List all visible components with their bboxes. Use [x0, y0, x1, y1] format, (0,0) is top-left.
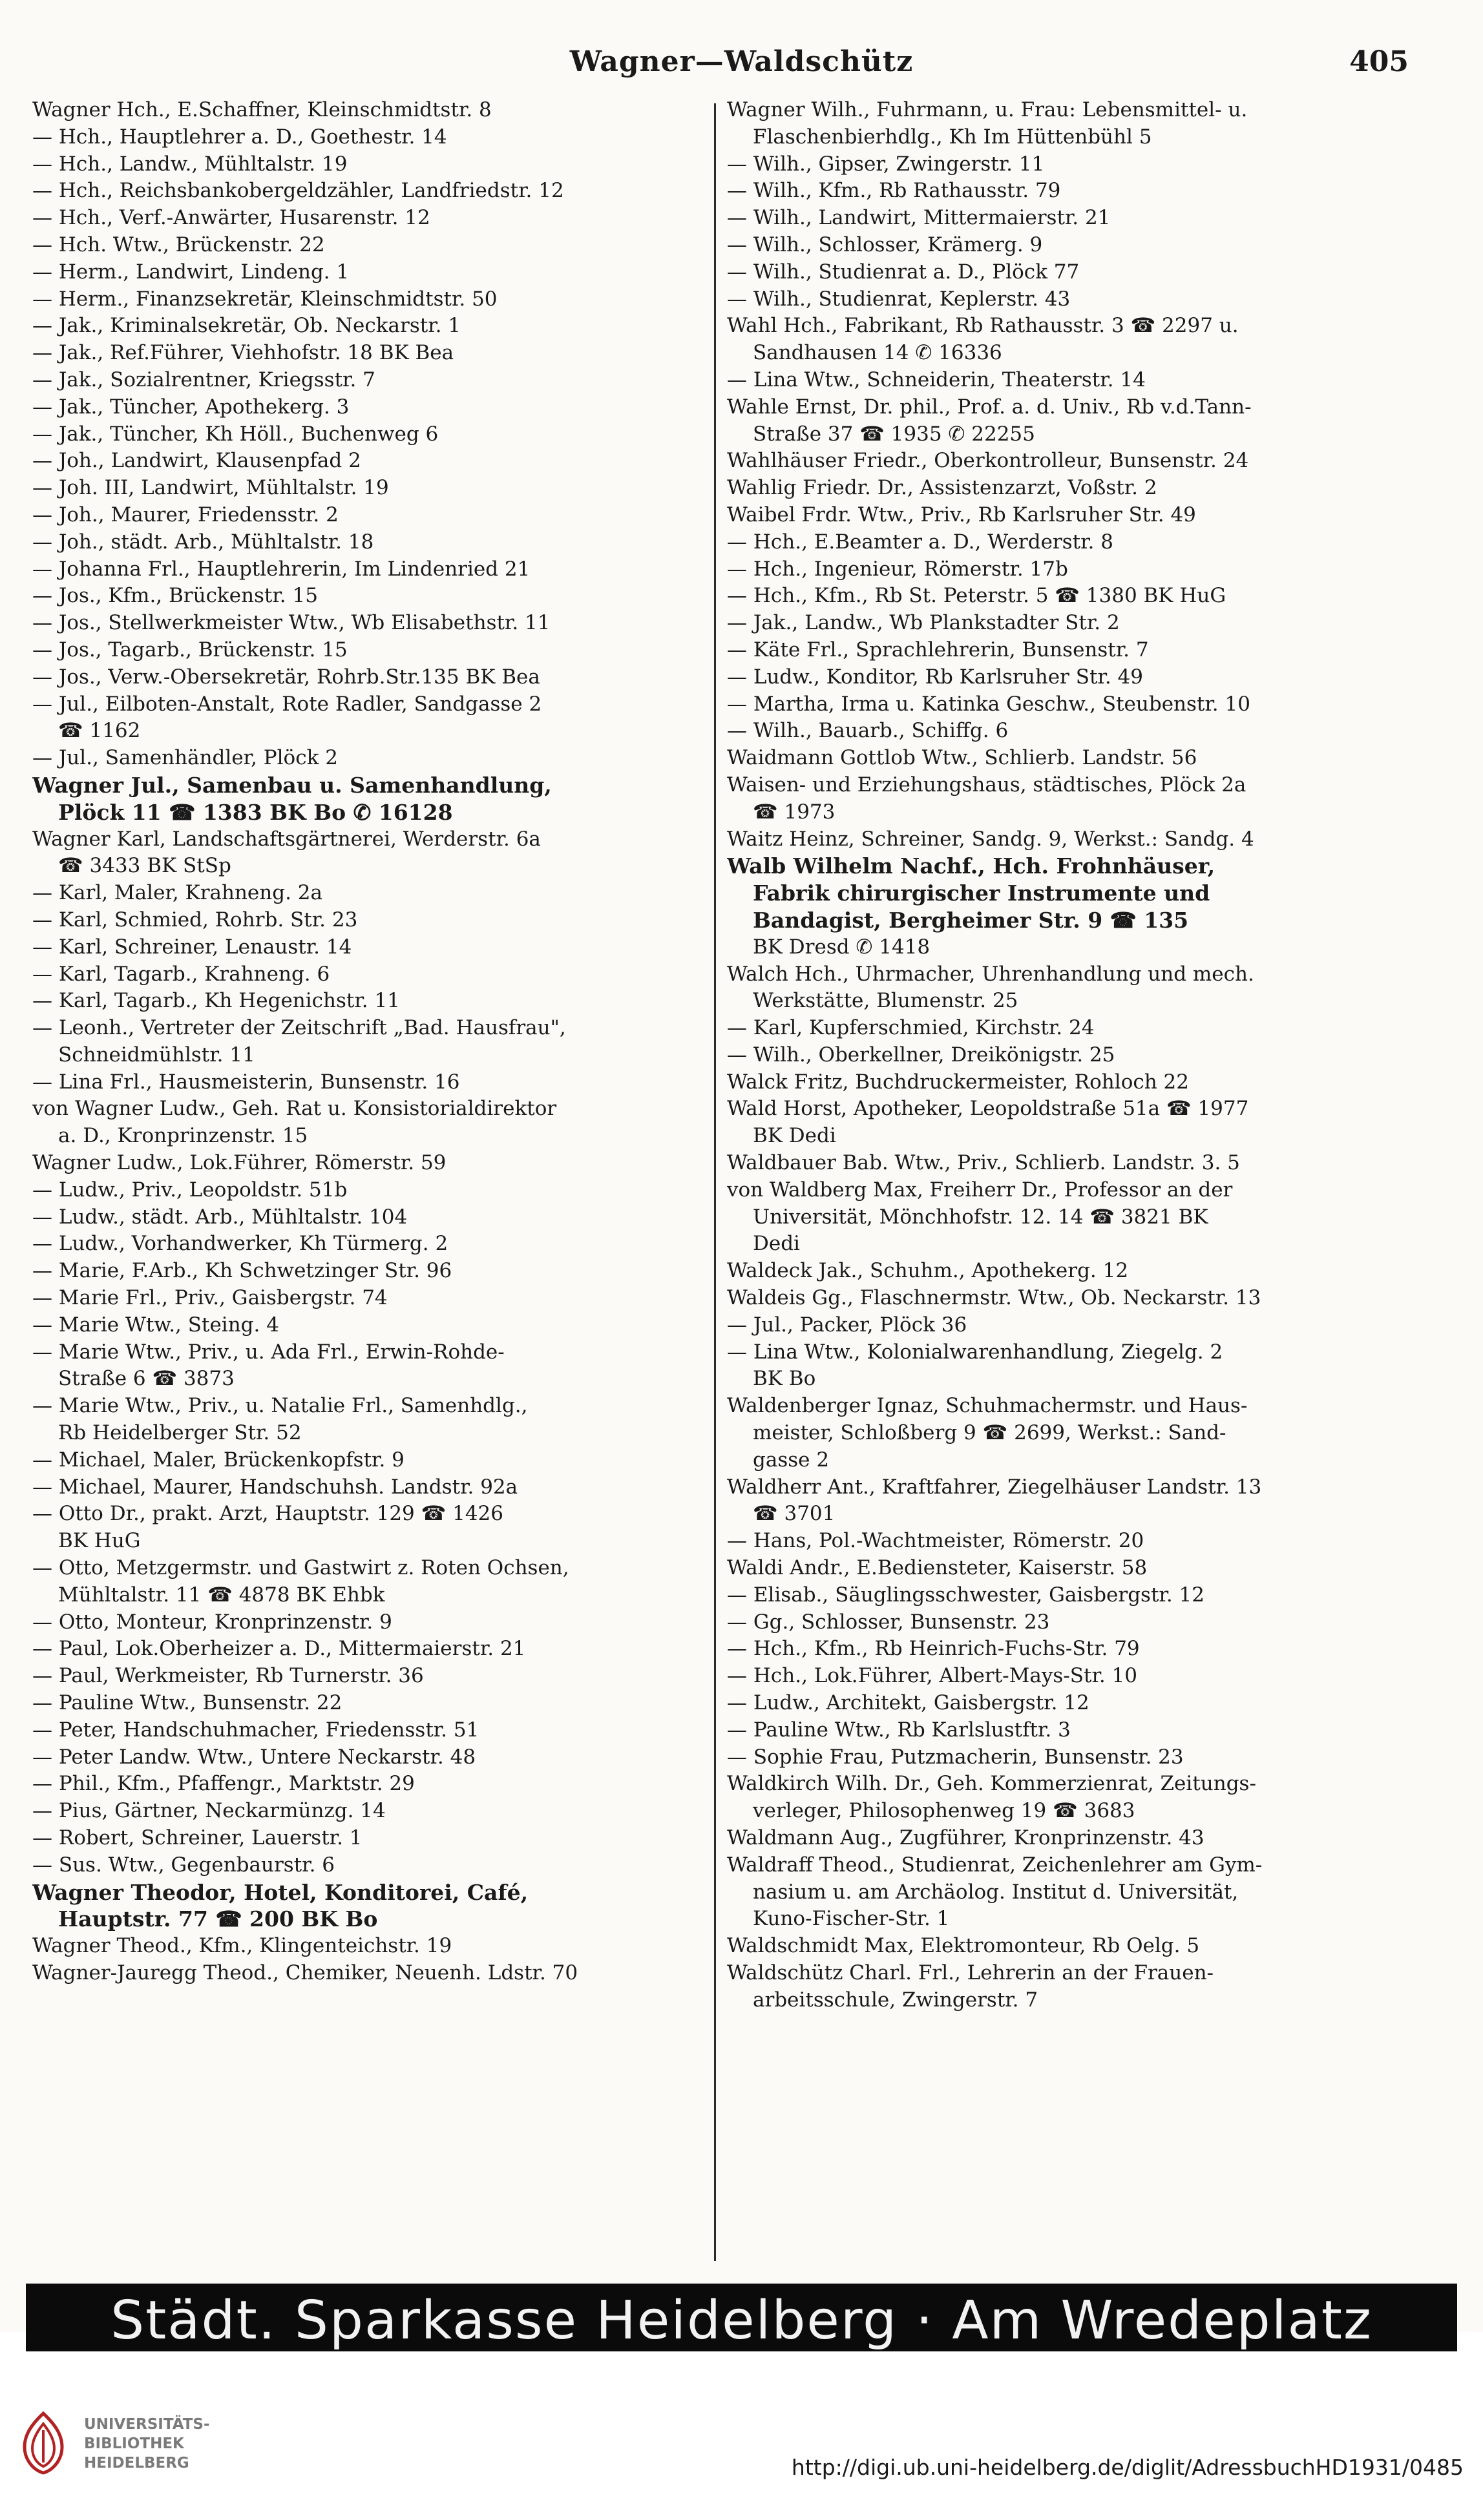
directory-entry-line: Walb Wilhelm Nachf., Hch. Frohnhäuser,	[727, 853, 1215, 879]
directory-entry-line: Waitz Heinz, Schreiner, Sandg. 9, Werkst.: Sandg. 4	[727, 827, 1254, 851]
directory-entry-line: Walck Fritz, Buchdruckermeister, Rohloch 22	[727, 1070, 1189, 1094]
directory-entry-line: von Wagner Ludw., Geh. Rat u. Konsistorialdirektor	[32, 1097, 557, 1121]
directory-entry-line: BK HuG	[58, 1529, 141, 1553]
directory-entry-line: Kuno-Fischer-Str. 1	[753, 1907, 950, 1931]
directory-entry-line: Wagner Theod., Kfm., Klingenteichstr. 19	[32, 1934, 452, 1958]
directory-entry-line: — Marie, F.Arb., Kh Schwetzinger Str. 96	[32, 1259, 452, 1283]
directory-entry-line: — Jak., Sozialrentner, Kriegsstr. 7	[32, 368, 375, 391]
directory-entry-line: — Jak., Ref.Führer, Viehhofstr. 18 BK Bea	[32, 341, 454, 365]
directory-entry-line: — Jak., Tüncher, Apothekerg. 3	[32, 395, 350, 419]
directory-entry-line: Wahl Hch., Fabrikant, Rb Rathausstr. 3 ☎ 2297 u.	[727, 314, 1239, 338]
directory-entry-line: — Jak., Landw., Wb Plankstadter Str. 2	[727, 611, 1120, 635]
directory-entry-line: nasium u. am Archäolog. Institut d. Universität,	[753, 1880, 1239, 1904]
directory-entry-line: — Karl, Schmied, Rohrb. Str. 23	[32, 908, 358, 932]
directory-entry-line: — Sophie Frau, Putzmacherin, Bunsenstr. 23	[727, 1745, 1184, 1769]
directory-entry-line: — Wilh., Studienrat a. D., Plöck 77	[727, 260, 1080, 284]
directory-entry-line: — Marie Wtw., Priv., u. Natalie Frl., Samenhdlg.,	[32, 1394, 528, 1418]
directory-entry-line: — Pius, Gärtner, Neckarmünzg. 14	[32, 1799, 386, 1823]
directory-entry-line: — Herm., Finanzsekretär, Kleinschmidtstr. 50	[32, 287, 498, 311]
directory-entry-line: — Jul., Samenhändler, Plöck 2	[32, 746, 338, 770]
directory-entry-line: — Otto, Monteur, Kronprinzenstr. 9	[32, 1610, 392, 1634]
directory-entry-line: — Hch., Kfm., Rb Heinrich-Fuchs-Str. 79	[727, 1637, 1140, 1661]
column-divider	[714, 103, 716, 2261]
directory-entry-line: — Johanna Frl., Hauptlehrerin, Im Lindenried 21	[32, 557, 531, 581]
directory-entry-line: Waisen- und Erziehungshaus, städtisches, Plöck 2a	[727, 773, 1246, 797]
directory-entry-line: Wagner Hch., E.Schaffner, Kleinschmidtstr. 8	[32, 98, 492, 121]
directory-entry-line: — Hch., Hauptlehrer a. D., Goethestr. 14	[32, 125, 447, 149]
directory-entry-line: — Jos., Verw.-Obersekretär, Rohrb.Str.135 BK Bea	[32, 665, 540, 689]
directory-entry-line: — Paul, Werkmeister, Rb Turnerstr. 36	[32, 1664, 424, 1688]
directory-entry-line: — Jul., Eilboten-Anstalt, Rote Radler, Sandgasse 2	[32, 692, 542, 716]
directory-entry-line: — Karl, Maler, Krahneng. 2a	[32, 881, 323, 905]
directory-entry-line: — Pauline Wtw., Rb Karlslustftr. 3	[727, 1718, 1071, 1742]
directory-entry-line: meister, Schloßberg 9 ☎ 2699, Werkst.: Sand-	[753, 1421, 1226, 1445]
footer	[0, 2351, 1483, 2520]
directory-entry-line: Wagner Theodor, Hotel, Konditorei, Café,	[32, 1879, 529, 1905]
directory-entry-line: Wagner Jul., Samenbau u. Samenhandlung,	[32, 772, 552, 798]
directory-entry-line: — Michael, Maurer, Handschuhsh. Landstr. 92a	[32, 1475, 518, 1499]
directory-entry-line: BK Dedi	[753, 1124, 836, 1148]
directory-entry-line: Sandhausen 14 ✆ 16336	[753, 341, 1002, 365]
right-column	[727, 97, 1422, 2248]
directory-entry-line: — Hch., Landw., Mühltalstr. 19	[32, 152, 348, 176]
directory-entry-line: verleger, Philosophenweg 19 ☎ 3683	[753, 1799, 1135, 1823]
directory-entry-line: Wahle Ernst, Dr. phil., Prof. a. d. Univ., Rb v.d.Tann-	[727, 395, 1252, 419]
directory-entry-line: — Wilh., Schlosser, Krämerg. 9	[727, 233, 1043, 256]
directory-entry-line: — Wilh., Oberkellner, Dreikönigstr. 25	[727, 1043, 1115, 1067]
directory-entry-line: Waldeck Jak., Schuhm., Apothekerg. 12	[727, 1259, 1129, 1283]
page-header-title: Wagner—Waldschütz	[569, 45, 914, 78]
directory-entry-line: Waldi Andr., E.Bediensteter, Kaiserstr. 58	[727, 1556, 1148, 1580]
directory-entry-line: Flaschenbierhdlg., Kh Im Hüttenbühl 5	[753, 125, 1152, 149]
directory-entry-line: Bandagist, Bergheimer Str. 9 ☎ 135	[753, 907, 1189, 933]
directory-entry-line: — Käte Frl., Sprachlehrerin, Bunsenstr. 7	[727, 638, 1149, 661]
directory-entry-line: — Leonh., Vertreter der Zeitschrift „Bad. Hausfrau",	[32, 1016, 566, 1040]
left-column	[32, 97, 704, 2248]
directory-entry-line: Waldherr Ant., Kraftfahrer, Ziegelhäuser Landstr. 13	[727, 1475, 1262, 1499]
directory-entry-line: — Hch., Lok.Führer, Albert-Mays-Str. 10	[727, 1664, 1138, 1688]
directory-entry-line: — Joh., Maurer, Friedensstr. 2	[32, 503, 339, 526]
page-number: 405	[1349, 45, 1409, 78]
directory-entry-line: — Ludw., Architekt, Gaisbergstr. 12	[727, 1691, 1089, 1715]
source-url-link[interactable]: http://digi.ub.uni-heidelberg.de/diglit/AdressbuchHD1931/0485	[791, 2455, 1464, 2480]
directory-entry-line: — Marie Wtw., Steing. 4	[32, 1313, 279, 1337]
directory-entry-line: — Wilh., Kfm., Rb Rathausstr. 79	[727, 179, 1061, 203]
directory-entry-line: — Herm., Landwirt, Lindeng. 1	[32, 260, 350, 284]
directory-entry-line: Rb Heidelberger Str. 52	[58, 1421, 302, 1445]
directory-entry-line: Waibel Frdr. Wtw., Priv., Rb Karlsruher Str. 49	[727, 503, 1196, 526]
directory-entry-line: — Jak., Kriminalsekretär, Ob. Neckarstr. 1	[32, 314, 461, 338]
library-name-line: HEIDELBERG	[84, 2455, 189, 2472]
directory-entry-line: — Ludw., Vorhandwerker, Kh Türmerg. 2	[32, 1232, 448, 1256]
directory-entry-line: arbeitsschule, Zwingerstr. 7	[753, 1988, 1038, 2012]
directory-entry-line: — Karl, Tagarb., Kh Hegenichstr. 11	[32, 989, 400, 1013]
directory-entry-line: — Hch. Wtw., Brückenstr. 22	[32, 233, 325, 256]
directory-entry-line: — Michael, Maler, Brückenkopfstr. 9	[32, 1448, 405, 1472]
directory-entry-line: — Marie Frl., Priv., Gaisbergstr. 74	[32, 1286, 388, 1310]
library-name	[84, 2415, 210, 2473]
directory-entry-line: — Lina Wtw., Schneiderin, Theaterstr. 14	[727, 368, 1146, 391]
directory-entry-line: BK Bo	[753, 1367, 816, 1391]
directory-entry-line: — Karl, Kupferschmied, Kirchstr. 24	[727, 1016, 1095, 1040]
directory-entry-line: Straße 6 ☎ 3873	[58, 1367, 235, 1391]
directory-entry-line: — Peter Landw. Wtw., Untere Neckarstr. 48	[32, 1745, 476, 1769]
directory-entry-line: Universität, Mönchhofstr. 12. 14 ☎ 3821 BK	[753, 1205, 1208, 1229]
directory-entry-line: — Otto, Metzgermstr. und Gastwirt z. Roten Ochsen,	[32, 1556, 569, 1580]
directory-entry-line: — Otto Dr., prakt. Arzt, Hauptstr. 129 ☎ 1426	[32, 1502, 503, 1526]
directory-entry-line: Waidmann Gottlob Wtw., Schlierb. Landstr. 56	[727, 746, 1197, 770]
directory-entry-line: Wagner-Jauregg Theod., Chemiker, Neuenh. Ldstr. 70	[32, 1961, 578, 1984]
directory-entry-line: Werkstätte, Blumenstr. 25	[753, 989, 1018, 1013]
directory-entry-line: — Peter, Handschuhmacher, Friedensstr. 51	[32, 1718, 479, 1742]
directory-entry-line: — Jos., Kfm., Brückenstr. 15	[32, 584, 318, 608]
directory-entry-line: Waldenberger Ignaz, Schuhmachermstr. und Haus-	[727, 1394, 1248, 1418]
directory-entry-line: — Wilh., Landwirt, Mittermaierstr. 21	[727, 206, 1111, 230]
directory-entry-line: — Joh., Landwirt, Klausenpfad 2	[32, 449, 361, 473]
directory-entry-line: Waldraff Theod., Studienrat, Zeichenlehrer am Gym-	[727, 1853, 1263, 1877]
directory-entry-line: — Hch., Reichsbankobergeldzähler, Landfriedstr. 12	[32, 179, 564, 203]
directory-entry-line: Waldmann Aug., Zugführer, Kronprinzenstr. 43	[727, 1826, 1204, 1849]
directory-entry-line: — Robert, Schreiner, Lauerstr. 1	[32, 1826, 363, 1849]
directory-entry-line: — Ludw., städt. Arb., Mühltalstr. 104	[32, 1205, 408, 1229]
directory-entry-line: — Jos., Stellwerkmeister Wtw., Wb Elisabethstr. 11	[32, 611, 551, 635]
directory-entry-line: — Martha, Irma u. Katinka Geschw., Steubenstr. 10	[727, 692, 1250, 716]
directory-entry-line: von Waldberg Max, Freiherr Dr., Professor an der	[727, 1178, 1233, 1202]
library-name-line: BIBLIOTHEK	[84, 2435, 184, 2452]
directory-entry-line: — Sus. Wtw., Gegenbaurstr. 6	[32, 1853, 335, 1877]
directory-entry-line: ☎ 3701	[753, 1502, 836, 1526]
directory-entry-line: — Lina Wtw., Kolonialwarenhandlung, Ziegelg. 2	[727, 1340, 1223, 1364]
directory-entry-line: — Joh., städt. Arb., Mühltalstr. 18	[32, 530, 374, 554]
directory-entry-line: ☎ 3433 BK StSp	[58, 854, 231, 878]
directory-entry-line: — Marie Wtw., Priv., u. Ada Frl., Erwin-Rohde-	[32, 1340, 505, 1364]
directory-entry-line: Waldbauer Bab. Wtw., Priv., Schlierb. Landstr. 3. 5	[727, 1151, 1240, 1175]
directory-entry-line: Wahlig Friedr. Dr., Assistenzarzt, Voßstr. 2	[727, 476, 1157, 500]
directory-entry-line: Wagner Ludw., Lok.Führer, Römerstr. 59	[32, 1151, 447, 1175]
directory-entry-line: — Hch., Kfm., Rb St. Peterstr. 5 ☎ 1380 BK HuG	[727, 584, 1226, 608]
directory-entry-line: Dedi	[753, 1232, 800, 1256]
directory-entry-line: — Wilh., Bauarb., Schiffg. 6	[727, 719, 1009, 743]
directory-entry-line: Wahlhäuser Friedr., Oberkontrolleur, Bunsenstr. 24	[727, 449, 1249, 473]
directory-entry-line: a. D., Kronprinzenstr. 15	[58, 1124, 308, 1148]
directory-entry-line: — Wilh., Gipser, Zwingerstr. 11	[727, 152, 1045, 176]
library-name-line: UNIVERSITÄTS-	[84, 2416, 210, 2433]
directory-entry-line: Hauptstr. 77 ☎ 200 BK Bo	[58, 1906, 378, 1932]
directory-entry-line: — Ludw., Konditor, Rb Karlsruher Str. 49	[727, 665, 1143, 689]
directory-entry-line: Schneidmühlstr. 11	[58, 1043, 255, 1067]
directory-entry-line: — Phil., Kfm., Pfaffengr., Marktstr. 29	[32, 1772, 415, 1796]
library-logo-icon	[18, 2411, 68, 2475]
directory-entry-line: Wagner Karl, Landschaftsgärtnerei, Werderstr. 6a	[32, 827, 541, 851]
directory-entry-line: Wagner Wilh., Fuhrmann, u. Frau: Lebensmittel- u.	[727, 98, 1248, 121]
directory-entry-line: — Hans, Pol.-Wachtmeister, Römerstr. 20	[727, 1529, 1144, 1553]
directory-entry-line: Waldschütz Charl. Frl., Lehrerin an der Frauen-	[727, 1961, 1214, 1984]
directory-entry-line: — Karl, Tagarb., Krahneng. 6	[32, 962, 330, 986]
directory-entry-line: — Paul, Lok.Oberheizer a. D., Mittermaierstr. 21	[32, 1637, 526, 1661]
directory-entry-line: Waldkirch Wilh. Dr., Geh. Kommerzienrat, Zeitungs-	[727, 1772, 1256, 1796]
advertisement-banner	[26, 2284, 1457, 2358]
running-header	[0, 45, 1483, 84]
directory-entry-line: Walch Hch., Uhrmacher, Uhrenhandlung und mech.	[727, 962, 1254, 986]
directory-entry-line: — Elisab., Säuglingsschwester, Gaisbergstr. 12	[727, 1583, 1204, 1607]
directory-entry-line: — Karl, Schreiner, Lenaustr. 14	[32, 935, 352, 959]
directory-entry-line: — Jak., Tüncher, Kh Höll., Buchenweg 6	[32, 422, 439, 446]
directory-entry-line: — Lina Frl., Hausmeisterin, Bunsenstr. 16	[32, 1070, 460, 1094]
directory-entry-line: Mühltalstr. 11 ☎ 4878 BK Ehbk	[58, 1583, 385, 1607]
directory-entry-line: — Gg., Schlosser, Bunsenstr. 23	[727, 1610, 1050, 1634]
directory-entry-line: — Wilh., Studienrat, Keplerstr. 43	[727, 287, 1071, 311]
directory-entry-line: — Pauline Wtw., Bunsenstr. 22	[32, 1691, 342, 1715]
directory-entry-line: — Hch., Verf.-Anwärter, Husarenstr. 12	[32, 206, 430, 230]
directory-entry-line: BK Dresd ✆ 1418	[753, 935, 931, 959]
directory-entry-line: gasse 2	[753, 1448, 830, 1472]
directory-entry-line: Waldeis Gg., Flaschnermstr. Wtw., Ob. Neckarstr. 13	[727, 1286, 1261, 1310]
directory-entry-line: Fabrik chirurgischer Instrumente und	[753, 880, 1210, 906]
directory-entry-line: Waldschmidt Max, Elektromonteur, Rb Oelg. 5	[727, 1934, 1200, 1958]
directory-entry-line: Plöck 11 ☎ 1383 BK Bo ✆ 16128	[58, 799, 453, 825]
directory-entry-line: — Hch., Ingenieur, Römerstr. 17b	[727, 557, 1068, 581]
advertisement-text: Städt. Sparkasse Heidelberg · Am Wredeplatz	[110, 2290, 1373, 2351]
directory-entry-line: — Jos., Tagarb., Brückenstr. 15	[32, 638, 348, 661]
directory-entry-line: — Hch., E.Beamter a. D., Werderstr. 8	[727, 530, 1113, 554]
directory-entry-line: ☎ 1162	[58, 719, 141, 743]
directory-entry-line: Straße 37 ☎ 1935 ✆ 22255	[753, 422, 1035, 446]
directory-entry-line: ☎ 1973	[753, 800, 836, 824]
directory-entry-line: — Ludw., Priv., Leopoldstr. 51b	[32, 1178, 348, 1202]
directory-entry-line: Wald Horst, Apotheker, Leopoldstraße 51a ☎ 1977	[727, 1097, 1249, 1121]
directory-entry-line: — Joh. III, Landwirt, Mühltalstr. 19	[32, 476, 389, 500]
directory-entry-line: — Jul., Packer, Plöck 36	[727, 1313, 967, 1337]
